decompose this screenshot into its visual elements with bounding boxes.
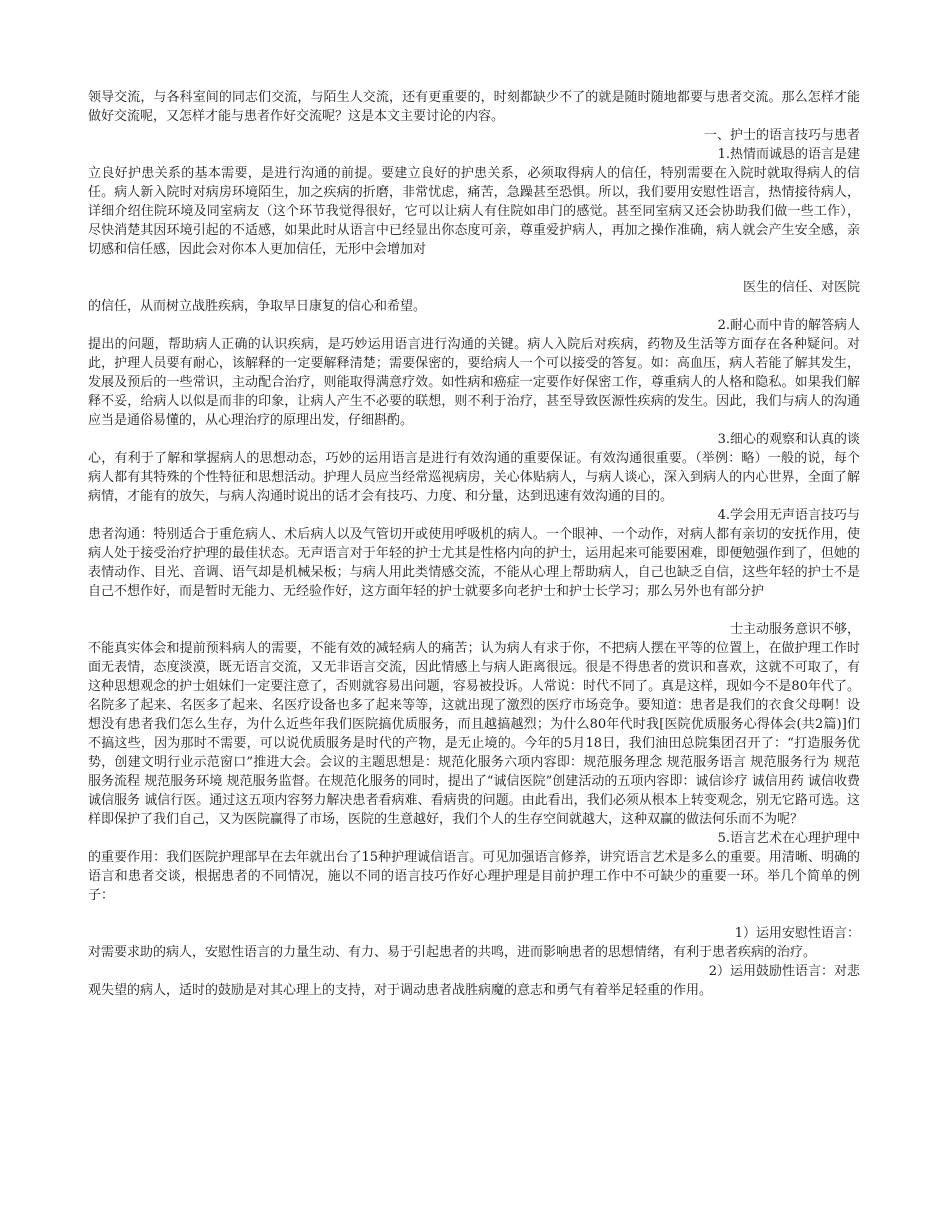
paragraph: 立良好护患关系的基本需要，是进行沟通的前提。要建立良好的护患关系，必须取得病人的信任，特别需要在入院时就取得病人的信任。病人新入院时对病房环境陌生，加之疾病的折磨，非常忧虑，痛苦，急躁甚至恐惧。所以，我们要用安慰性语言，热情接待病人，详细介绍住院环境及同室病友（这个环节我觉得很好，它可以让病人有住院如串门的感觉。甚至同室病又还会协助我们做一些工作），尽快消楚其因环境引起的不适感，如果此时从语言中已经显出你态度可亲，尊重爱护病人，再加之操作准确，病人就会产生安全感，亲切感和信任感，因此会对你本人更加信任，无形中会增加对 <box>88 166 860 257</box>
subsection-heading: 4.学会用无声语言技巧与 <box>717 508 860 523</box>
subsection-heading: 1.热情而诚恳的语言是建 <box>717 147 860 162</box>
subsection-heading: 5.语言艺术在心理护理中 <box>717 831 860 846</box>
paragraph: 的重要作用：我们医院护理部早在去年就出台了15种护理诚信语言。可见加强语言修养，讲究语言艺术是多么的重要。用清晰、明确的语言和患者交谈，根据患者的不同情况，施以不同的语言技巧作好心理护理是目前护理工作中不可缺少的重要一环。举几个简单的例子： <box>88 850 860 903</box>
paragraph: 患者沟通：特别适合于重危病人、术后病人以及气管切开或使用呼吸机的病人。一个眼神、一个动作，对病人都有亲切的安抚作用，使病人处于接受治疗护理的最佳状态。无声语言对于年轻的护士尤其是性格内向的护士，运用起来可能要困难，即便勉强作到了，但她的表情动作、目光、音调、语气却是机械呆板；与病人用此类情感交流，不能从心理上帮助病人，自己也缺乏自信，这些年轻的护士不是自己不想作好，而是暂时无能力、无经验作好，这方面年轻的护士就要多向老护士和护士长学习；那么另外也有部分护 <box>88 527 860 599</box>
continuation-line: 士主动服务意识不够， <box>729 622 860 637</box>
list-heading: 2）运用鼓励性语言：对悲 <box>708 964 860 979</box>
paragraph: 对需要求助的病人，安慰性语言的力量生动、有力、易于引起患者的共鸣，进而影响患者的思想情绪，有利于患者疾病的治疗。 <box>88 945 817 960</box>
paragraph: 不能真实体会和提前预料病人的需要，不能有效的减轻病人的痛苦；认为病人有求于你，不把病人摆在平等的位置上，在做护理工作时面无表情，态度淡漠，既无语言交流，又无非语言交流，因此情感上与病人距离很远。很是不得患者的赏识和喜欢，这就不可取了，有这种思想观念的护士姐妹们一定要注意了，否则就容易出问题，容易被投诉。人常说：时代不同了。真是这样，现如今不是80年代了。名院多了起来、名医多了起来、名医疗设备也多了起来等等，这就出现了激烈的医疗市场竞争。要知道：患者是我们的衣食父母啊！设想没有患者我们怎么生存，为什么近些年我们医院搞优质服务，而且越搞越烈；为什么80年代时我[医院优质服务心得体会(共2篇)]们不搞这些，因为那时不需要，可以说优质服务是时代的产物，是无止境的。今年的5月18日，我们油田总院集团召开了：“打造服务优势，创建文明行业示范窗口”推进大会。会议的主题思想是：规范化服务六项内容即：规范服务理念 规范服务语言 规范服务行为 规范服务流程 规范服务环境 规范服务监督。在规范化服务的同时，提出了“诚信医院”创建活动的五项内容即：诚信诊疗 诚信用药 诚信收费 诚信服务 诚信行医。通过这五项内容努力解决患者看病难、看病贵的问题。由此看出，我们必须从根本上转变观念，别无它路可选。这样即保护了我们自己，又为医院赢得了市场，医院的生意越好，我们个人的生存空间就越大，这种双赢的做法何乐而不为呢？ <box>88 641 860 827</box>
blank-line <box>88 601 860 620</box>
paragraph-intro: 领导交流，与各科室间的同志们交流，与陌生人交流，还有更重要的，时刻都缺少不了的就是随时随地都要与患者交流。那么怎样才能做好交流呢，又怎样才能与患者作好交流呢？这是本文主要讨论的内容。 <box>88 90 860 124</box>
paragraph: 观失望的病人，适时的鼓励是对其心理上的支持，对于调动患者战胜病魔的意志和勇气有着举足轻重的作用。 <box>88 983 713 998</box>
subsection-heading: 2.耐心而中肯的解答病人 <box>717 318 860 333</box>
paragraph: 的信任，从而树立战胜疾病，争取早日康复的信心和希望。 <box>88 299 427 314</box>
blank-line <box>88 905 860 924</box>
list-heading: 1）运用安慰性语言： <box>734 926 860 941</box>
continuation-line: 医生的信任、对医院 <box>742 280 860 295</box>
blank-line <box>88 259 860 278</box>
section-heading: 一、护士的语言技巧与患者 <box>703 128 860 143</box>
paragraph: 提出的问题，帮助病人正确的认识疾病，是巧妙运用语言进行沟通的关键。病人入院后对疾病，药物及生活等方面存在各种疑问。对此，护理人员要有耐心，该解释的一定要解释清楚；需要保密的，要给病人一个可以接受的答复。如：高血压，病人若能了解其发生，发展及预后的一些常识，主动配合治疗，则能取得满意疗效。如性病和癌症一定要作好保密工作，尊重病人的人格和隐私。如果我们解释不妥，给病人以似是而非的印象，让病人产生不必要的联想，则不利于治疗，甚至导致医源性疾病的发生。因此，我们与病人的沟通应当是通俗易懂的，从心理治疗的原理出发，仔细斟酌。 <box>88 337 860 428</box>
document-body <box>88 88 860 1000</box>
paragraph: 心，有利于了解和掌握病人的思想动态，巧妙的运用语言是进行有效沟通的重要保证。有效沟通很重要。（举例：略）一般的说，每个病人都有其特殊的个性特征和思想活动。护理人员应当经常巡视病房，关心体贴病人，与病人谈心，深入到病人的内心世界，全面了解病情，才能有的放矢，与病人沟通时说出的话才会有技巧、力度、和分量，达到迅速有效沟通的目的。 <box>88 451 860 504</box>
subsection-heading: 3.细心的观察和认真的谈 <box>717 432 860 447</box>
